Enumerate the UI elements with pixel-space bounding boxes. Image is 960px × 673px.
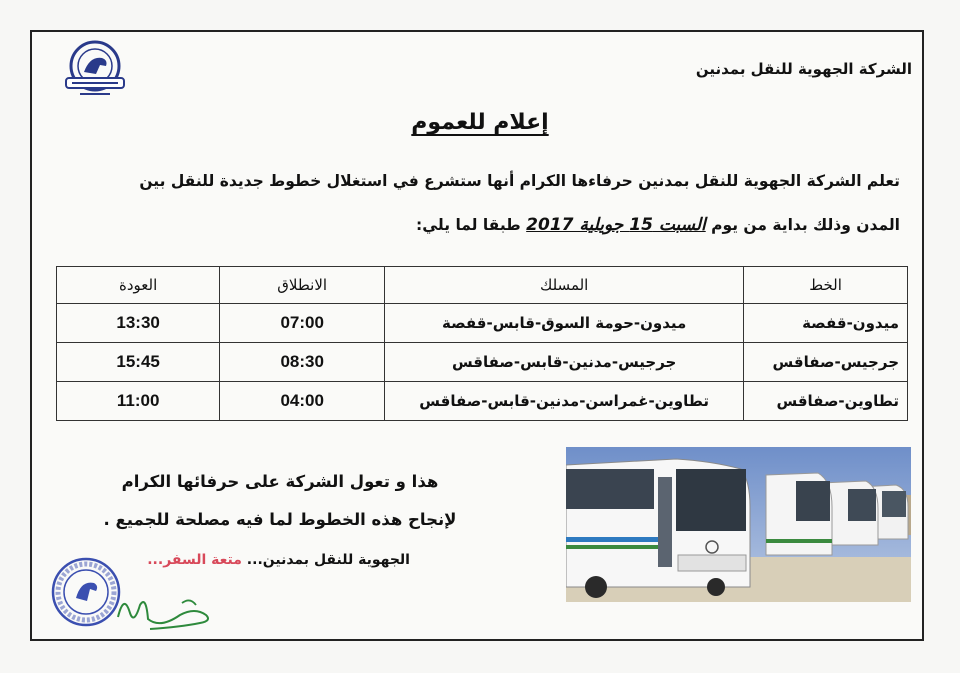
buses-photo — [566, 447, 911, 602]
cell-return: 15:45 — [57, 343, 220, 382]
slogan: متعة السفر... — [147, 552, 242, 568]
intro-line-1: تعلم الشركة الجهوية للنقل بمدنين حرفاءها الكرام أنها ستشرع في استغلال خطوط جديدة للنقل بين — [139, 172, 900, 190]
start-date: السبت 15 جويلية 2017 — [526, 215, 706, 235]
header-line: الخط — [744, 267, 908, 304]
header-path: المسلك — [385, 267, 744, 304]
cell-path: تطاوين-غمراسن-مدنين-قابس-صفاقس — [385, 382, 744, 421]
cell-return: 11:00 — [57, 382, 220, 421]
cell-departure: 08:30 — [220, 343, 385, 382]
handwritten-signature-icon — [110, 585, 220, 635]
company-logo-icon — [60, 38, 130, 102]
page-title — [0, 110, 960, 135]
table-header-row — [57, 267, 908, 304]
company-name: الشركة الجهوية للنقل بمدنين — [695, 60, 912, 78]
closing-line-2: لإنجاح هذه الخطوط لما فيه مصلحة للجميع . — [103, 510, 457, 529]
intro-line-2-after: طبقا لما يلي: — [416, 216, 527, 234]
cell-line: جرجيس-صفاقس — [744, 343, 908, 382]
cell-line: ميدون-قفصة — [744, 304, 908, 343]
page-title-text: إعلام للعموم — [411, 110, 549, 135]
table-row — [57, 343, 908, 382]
header-departure: الانطلاق — [220, 267, 385, 304]
table-row — [57, 304, 908, 343]
closing-paragraph — [60, 463, 500, 539]
cell-path: ميدون-حومة السوق-قابس-قفصة — [385, 304, 744, 343]
cell-path: جرجيس-مدنين-قابس-صفاقس — [385, 343, 744, 382]
intro-line-2-before: المدن وذلك بداية من يوم — [705, 216, 900, 234]
routes-table — [56, 266, 908, 421]
signature-line — [100, 552, 410, 568]
table-row — [57, 382, 908, 421]
intro-paragraph — [70, 166, 900, 240]
cell-departure: 07:00 — [220, 304, 385, 343]
cell-return: 13:30 — [57, 304, 220, 343]
cell-departure: 04:00 — [220, 382, 385, 421]
intro-line-2 — [70, 210, 900, 240]
signature-org: الجهوية للنقل بمدنين... — [241, 552, 410, 568]
closing-line-1: هذا و تعول الشركة على حرفائها الكرام — [121, 472, 439, 491]
cell-line: تطاوين-صفاقس — [744, 382, 908, 421]
header-return: العودة — [57, 267, 220, 304]
